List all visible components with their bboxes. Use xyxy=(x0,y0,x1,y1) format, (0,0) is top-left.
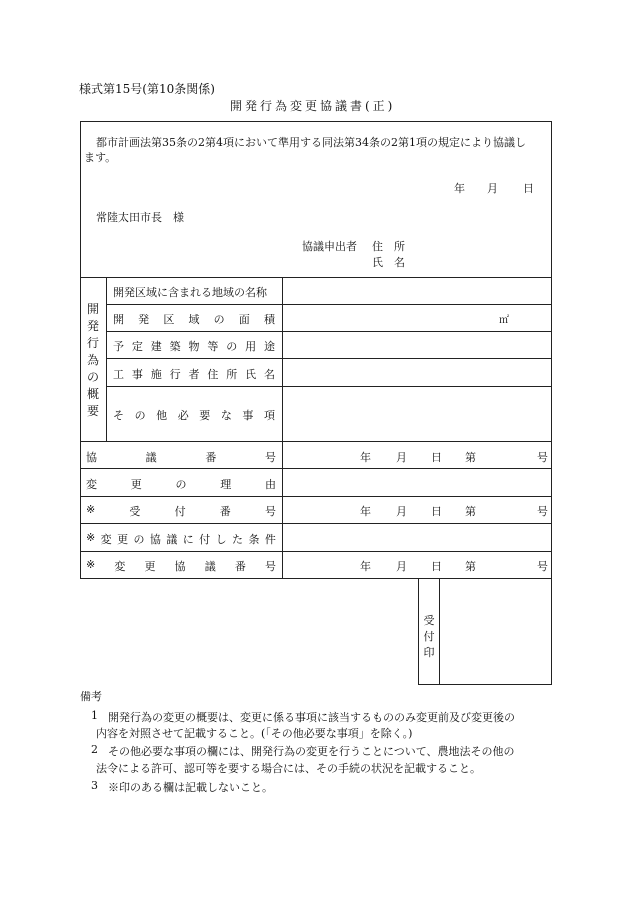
row-label-region-name: 開発区域に含まれる地域の名称 xyxy=(113,286,267,299)
row-label-consultation-number: 協 議 番 号 xyxy=(86,451,276,464)
row-label-other: そ の 他 必 要 な 事 項 xyxy=(113,409,275,422)
note-2-line-1: その他必要な事項の欄には、開発行為の変更を行うことについて、農地法その他の xyxy=(108,745,515,758)
row-label-building-use: 予 定 建 築 物 等 の 用 途 xyxy=(113,340,275,353)
note-3-line-1: ※印のある欄は記載しないこと。 xyxy=(108,781,273,794)
row-label-contractor: 工 事 施 行 者 住 所 氏 名 xyxy=(113,368,275,381)
date-year[interactable]: 年 xyxy=(454,182,465,195)
row-label-change-consultation-number: ※ 変 更 協 議 番 号 xyxy=(86,558,276,573)
addressee: 常陸太田市長 様 xyxy=(96,211,184,224)
intro-line-2: ます。 xyxy=(84,151,117,164)
date-month[interactable]: 月 xyxy=(487,182,498,195)
note-1-line-1: 開発行為の変更の概要は、変更に係る事項に該当するもののみ変更前及び変更後の xyxy=(108,711,515,724)
note-1-line-2: 内容を対照させて記載すること。(「その他必要な事項」を除く。) xyxy=(96,727,413,740)
date-day[interactable]: 日 xyxy=(523,182,534,195)
applicant-label: 協議申出者 xyxy=(302,240,357,253)
note-2-line-2: 法令による許可、認可等を要する場合には、その手続の状況を記載すること。 xyxy=(96,762,481,775)
form-number: 様式第15号(第10条関係) xyxy=(79,82,215,96)
overview-group-label: 開 発 行 為 の 概 要 xyxy=(86,302,99,418)
row-label-change-reason: 変 更 の 理 由 xyxy=(86,478,276,491)
document-title: 開発行為変更協議書(正) xyxy=(230,99,396,113)
notes-heading: 備考 xyxy=(80,690,102,703)
receipt-stamp-label: 受 付 印 xyxy=(423,614,435,659)
area-unit: ㎡ xyxy=(499,315,509,326)
row-label-receipt-number: ※ 受 付 番 号 xyxy=(86,503,276,518)
address-label[interactable]: 住 所 xyxy=(372,240,405,253)
row-label-conditions: ※ 変 更 の 協 議 に 付 し た 条 件 xyxy=(86,531,276,546)
row-label-area: 開 発 区 域 の 面 積 xyxy=(113,313,275,326)
name-label[interactable]: 氏 名 xyxy=(372,256,405,269)
intro-line-1: 都市計画法第35条の2第4項において準用する同法第34条の2第1項の規定により協議し xyxy=(96,136,526,149)
